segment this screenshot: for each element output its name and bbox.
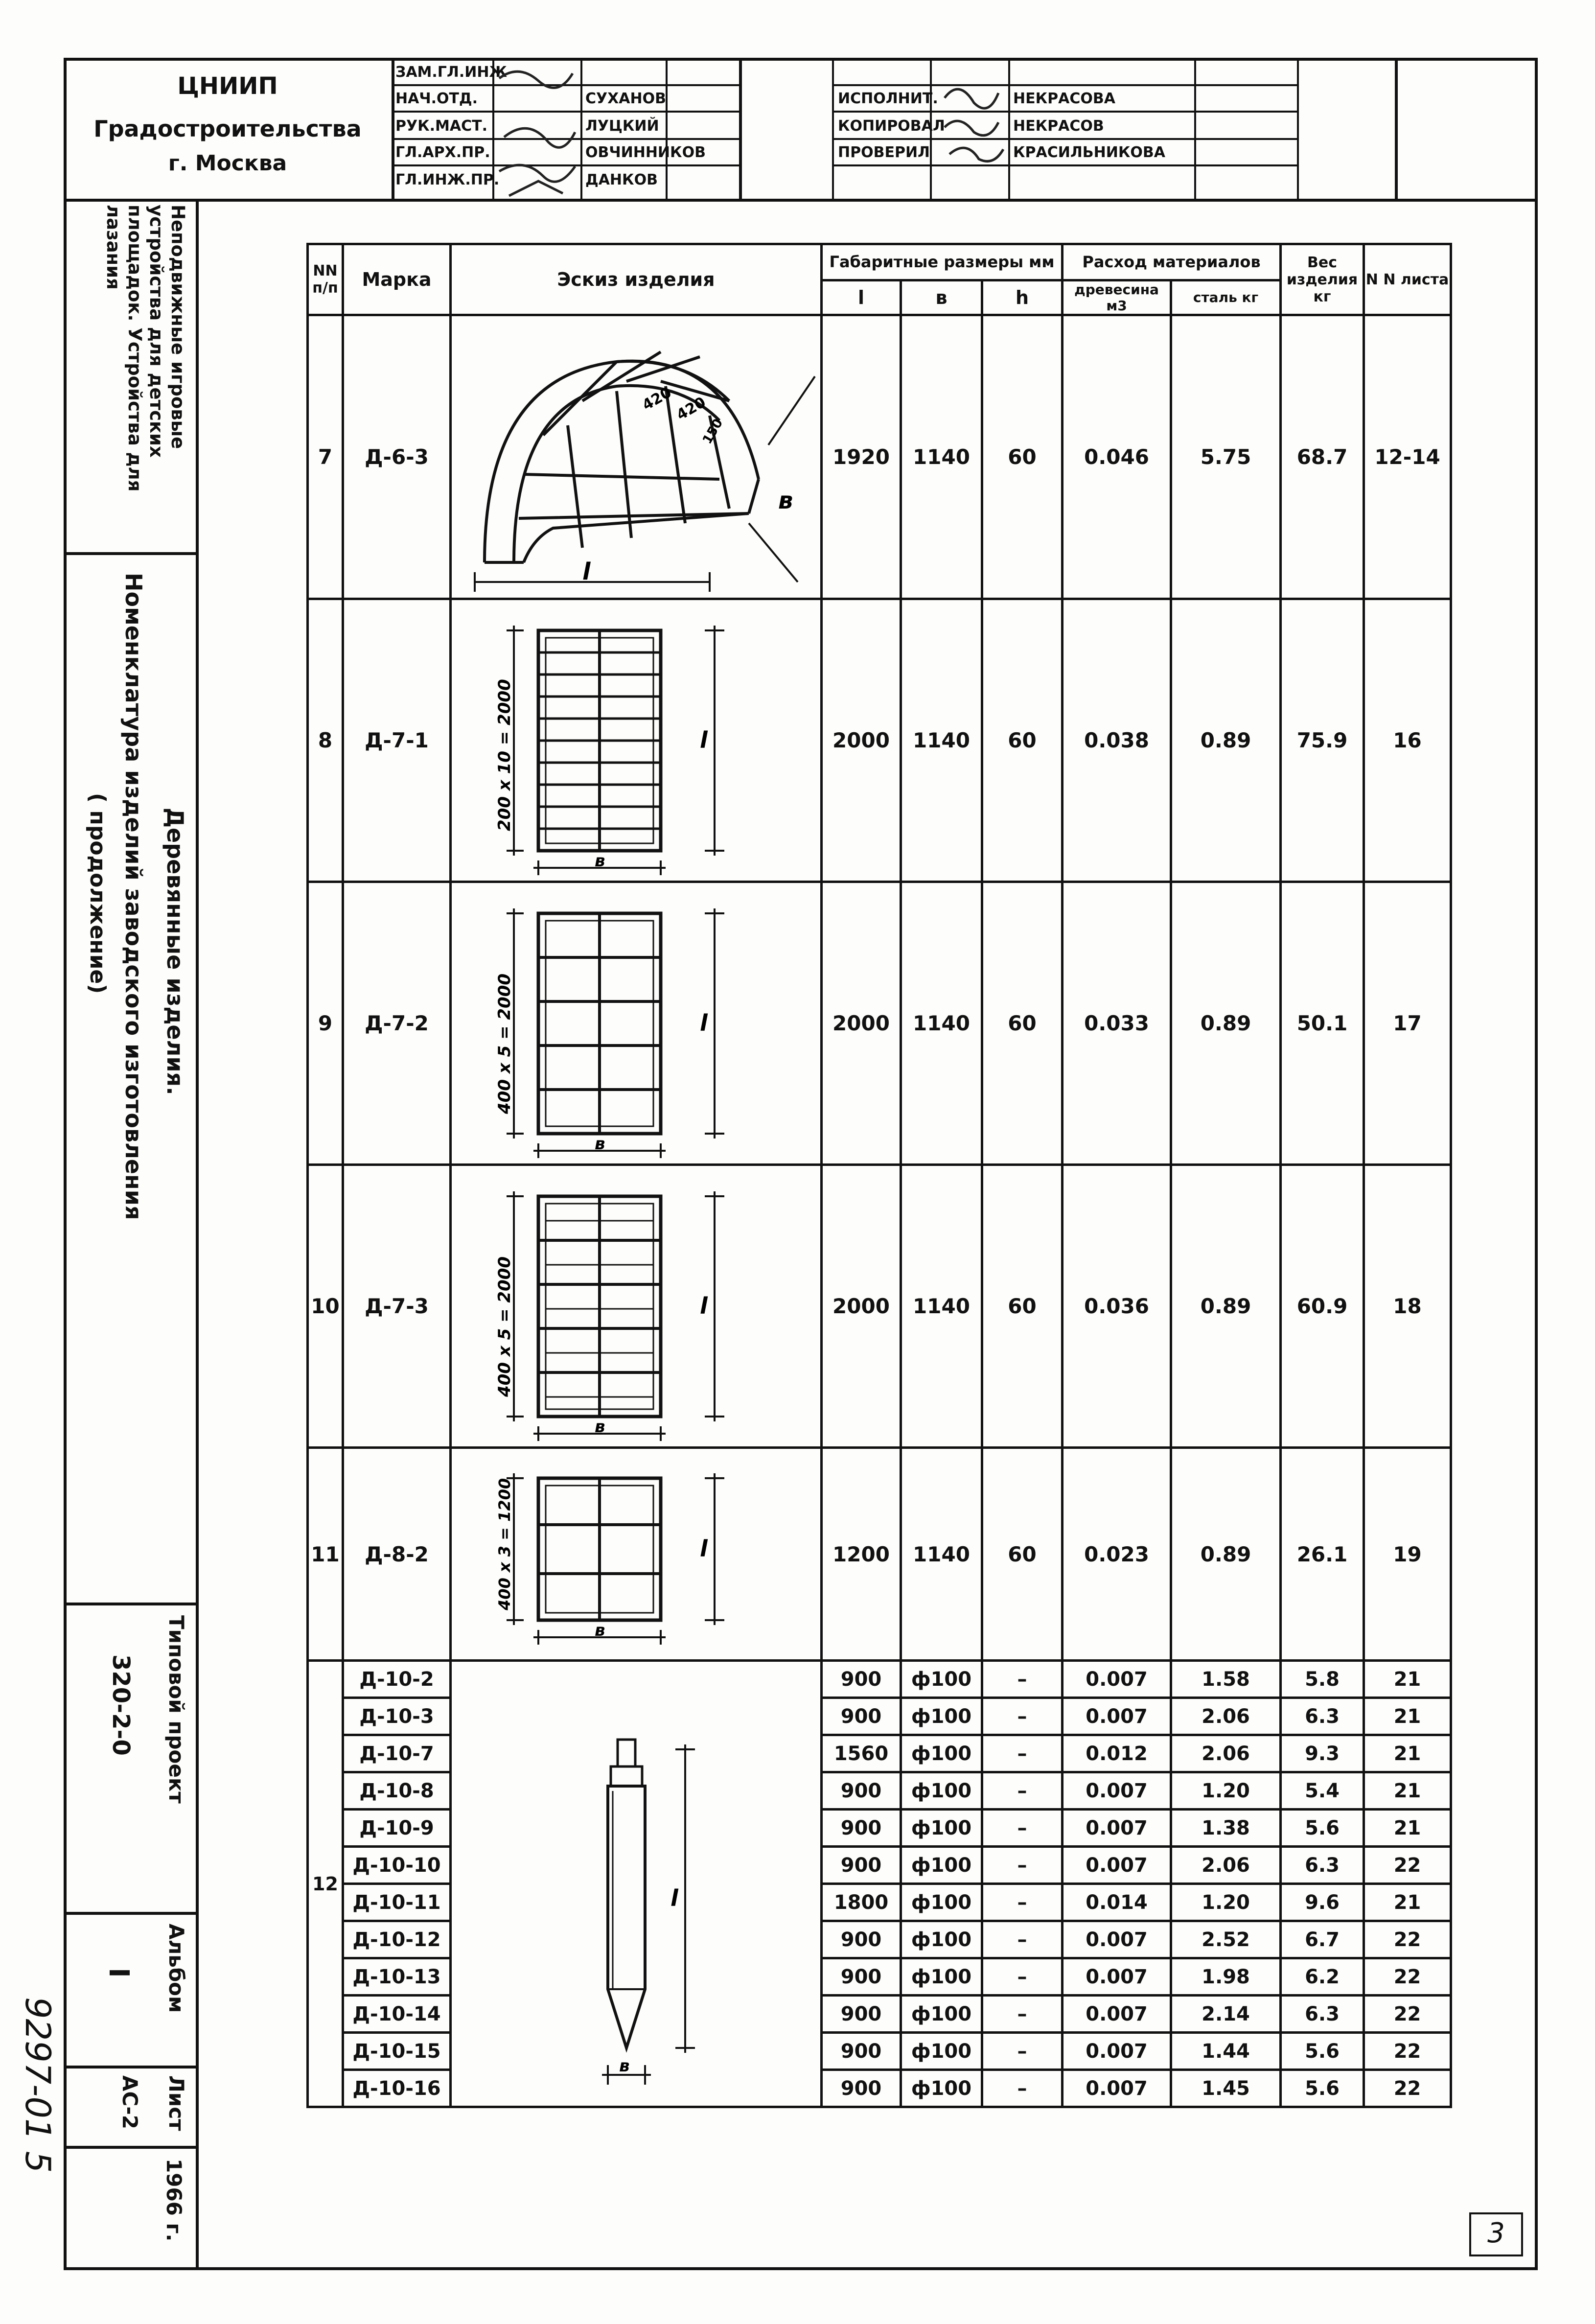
row-l: 900 [822, 1698, 901, 1735]
row-b: 1140 [901, 1165, 982, 1448]
sketch-d10-b: в [619, 2056, 630, 2076]
row-wood: 0.007 [1063, 1847, 1171, 1884]
row-mark: Д-7-2 [343, 882, 451, 1165]
row-steel: 2.14 [1171, 1996, 1281, 2033]
row-steel: 1.45 [1171, 2070, 1281, 2107]
sketch-cell [451, 1448, 822, 1661]
doc-title-line3: ( продолжение) [85, 793, 110, 994]
row-l: 900 [822, 1921, 901, 1958]
sketch-d82-panel [455, 1449, 817, 1654]
row-mark: Д-10-9 [343, 1810, 451, 1847]
header-num: NN п/п [308, 244, 343, 315]
row-weight: 5.8 [1281, 1661, 1364, 1698]
row-l: 900 [822, 1996, 901, 2033]
row-mark: Д-10-14 [343, 1996, 451, 2033]
row-sheet: 22 [1364, 1996, 1451, 2033]
sketch-cell [451, 315, 822, 599]
row-b: 1140 [901, 599, 982, 882]
row-b: ф100 [901, 2070, 982, 2107]
row-b: ф100 [901, 1958, 982, 1996]
role-right-2: ИСПОЛНИТ. [838, 90, 938, 107]
row-weight: 5.6 [1281, 2070, 1364, 2107]
row-h: – [982, 2070, 1063, 2107]
row-b: ф100 [901, 1810, 982, 1847]
row-steel: 1.20 [1171, 1772, 1281, 1810]
sketch-d82-b: в [594, 1621, 605, 1640]
row-steel: 0.89 [1171, 599, 1281, 882]
header-dim-l: l [822, 280, 901, 315]
row-num: 8 [308, 599, 343, 882]
row-b: ф100 [901, 1884, 982, 1921]
row-mark: Д-10-12 [343, 1921, 451, 1958]
header-mark: Марка [343, 244, 451, 315]
row-num: 7 [308, 315, 343, 599]
row-b: ф100 [901, 1772, 982, 1810]
name-left-4: ОВЧИННИКОВ [585, 144, 706, 161]
row-weight: 5.4 [1281, 1772, 1364, 1810]
sketch-d71-l: l [699, 726, 708, 753]
sheet-value: АС-2 [118, 2075, 142, 2129]
row-steel: 0.89 [1171, 1165, 1281, 1448]
row-h: – [982, 1921, 1063, 1958]
row-weight: 9.6 [1281, 1884, 1364, 1921]
header-dim-h: h [982, 280, 1063, 315]
row-weight: 5.6 [1281, 1810, 1364, 1847]
margin-note: 9297-01 5 [18, 1997, 58, 2173]
row-num: 11 [308, 1448, 343, 1661]
page-number: 3 [1487, 2217, 1505, 2249]
row-mark: Д-10-8 [343, 1772, 451, 1810]
row-mark: Д-10-13 [343, 1958, 451, 1996]
row-weight: 75.9 [1281, 599, 1364, 882]
row-sheet: 22 [1364, 1921, 1451, 1958]
row-sheet: 22 [1364, 2070, 1451, 2107]
project-label: Типовой проект [164, 1615, 188, 1804]
row-l: 900 [822, 1958, 901, 1996]
sketch-d72-l: l [699, 1009, 708, 1036]
project-number: 320-2-0 [107, 1654, 135, 1756]
table-row [308, 1448, 1451, 1661]
row-weight: 68.7 [1281, 315, 1364, 599]
org-sub: Градостроительства [93, 116, 362, 142]
row-num: 10 [308, 1165, 343, 1448]
row-l: 1800 [822, 1884, 901, 1921]
sketch-d71-panel [455, 601, 817, 875]
row-h: – [982, 1661, 1063, 1698]
header-steel: сталь кг [1171, 280, 1281, 315]
row-mark: Д-10-16 [343, 2070, 451, 2107]
row-wood: 0.023 [1063, 1448, 1171, 1661]
row-weight: 6.2 [1281, 1958, 1364, 1996]
sketch-d63-dim2: 420 [673, 393, 709, 424]
sketch-cell [451, 1165, 822, 1448]
nomenclature-table [306, 243, 1452, 2108]
sketch-d10-l: l [670, 1884, 678, 1911]
row-wood: 0.007 [1063, 1810, 1171, 1847]
sketch-cell [451, 882, 822, 1165]
group-num: 12 [308, 1661, 343, 2107]
row-wood: 0.007 [1063, 1772, 1171, 1810]
sketch-d63-arch [455, 318, 817, 592]
row-l: 900 [822, 1810, 901, 1847]
row-weight: 6.7 [1281, 1921, 1364, 1958]
sketch-d82-dim: 400 х 3 = 1200 [495, 1478, 514, 1610]
sketch-d63-l: l [582, 558, 590, 585]
row-sheet: 21 [1364, 1735, 1451, 1772]
sketch-d72-panel [455, 884, 817, 1158]
row-steel: 1.98 [1171, 1958, 1281, 1996]
table-row [308, 1165, 1451, 1448]
row-wood: 0.014 [1063, 1884, 1171, 1921]
row-b: 1140 [901, 882, 982, 1165]
row-sheet: 16 [1364, 599, 1451, 882]
row-weight: 50.1 [1281, 882, 1364, 1165]
name-right-2: НЕКРАСОВА [1013, 90, 1115, 107]
table-row [308, 1661, 1451, 1698]
sketch-d71-dim: 200 х 10 = 2000 [494, 678, 514, 831]
row-steel: 1.44 [1171, 2033, 1281, 2070]
row-l: 1560 [822, 1735, 901, 1772]
sketch-d72-b: в [594, 1134, 605, 1154]
row-wood: 0.007 [1063, 1698, 1171, 1735]
org-name: ЦНИИП [177, 72, 278, 100]
row-sheet: 21 [1364, 1661, 1451, 1698]
sketch-cell [451, 1661, 822, 2107]
name-right-4: КРАСИЛЬНИКОВА [1013, 144, 1165, 161]
row-sheet: 12-14 [1364, 315, 1451, 599]
row-mark: Д-10-11 [343, 1884, 451, 1921]
sketch-d73-dim: 400 х 5 = 2000 [494, 1256, 514, 1397]
row-h: – [982, 1884, 1063, 1921]
row-weight: 9.3 [1281, 1735, 1364, 1772]
table-row [308, 315, 1451, 599]
row-steel: 0.89 [1171, 882, 1281, 1165]
table-row [308, 882, 1451, 1165]
row-weight: 26.1 [1281, 1448, 1364, 1661]
row-steel: 2.52 [1171, 1921, 1281, 1958]
sketch-d73-b: в [594, 1417, 605, 1437]
row-b: ф100 [901, 1698, 982, 1735]
doc-title-line2: Номенклатура изделий заводского изготовления [120, 573, 147, 1220]
row-wood: 0.007 [1063, 2033, 1171, 2070]
sketch-d73-l: l [699, 1292, 708, 1319]
row-h: – [982, 1810, 1063, 1847]
header-dims: Габаритные размеры мм [822, 244, 1063, 280]
row-mark: Д-7-1 [343, 599, 451, 882]
row-b: 1140 [901, 315, 982, 599]
sketch-d82-l: l [699, 1535, 708, 1562]
sheet-label: Лист [164, 2075, 188, 2131]
name-left-3: ЛУЦКИЙ [585, 117, 659, 135]
row-wood: 0.007 [1063, 2070, 1171, 2107]
row-steel: 0.89 [1171, 1448, 1281, 1661]
row-steel: 2.06 [1171, 1698, 1281, 1735]
row-h: 60 [982, 1448, 1063, 1661]
album-value: I [103, 1968, 135, 1978]
row-l: 900 [822, 2070, 901, 2107]
row-wood: 0.033 [1063, 882, 1171, 1165]
row-l: 1920 [822, 315, 901, 599]
role-left-1: ЗАМ.ГЛ.ИНЖ [395, 64, 508, 81]
sketch-cell [451, 599, 822, 882]
row-wood: 0.038 [1063, 599, 1171, 882]
row-steel: 2.06 [1171, 1735, 1281, 1772]
row-wood: 0.046 [1063, 315, 1171, 599]
row-wood: 0.007 [1063, 1958, 1171, 1996]
row-mark: Д-10-7 [343, 1735, 451, 1772]
row-h: – [982, 2033, 1063, 2070]
row-wood: 0.036 [1063, 1165, 1171, 1448]
row-b: ф100 [901, 1661, 982, 1698]
name-left-2: СУХАНОВ [585, 90, 666, 107]
row-b: ф100 [901, 1996, 982, 2033]
row-weight: 60.9 [1281, 1165, 1364, 1448]
row-h: 60 [982, 882, 1063, 1165]
sketch-d63-dim1: 420 [639, 383, 674, 414]
album-label: Альбом [164, 1924, 188, 2013]
row-l: 900 [822, 1847, 901, 1884]
row-weight: 6.3 [1281, 1996, 1364, 2033]
org-city: г. Москва [168, 151, 287, 176]
row-weight: 6.3 [1281, 1698, 1364, 1735]
row-b: ф100 [901, 1735, 982, 1772]
table-row [308, 599, 1451, 882]
row-mark: Д-10-10 [343, 1847, 451, 1884]
row-sheet: 21 [1364, 1810, 1451, 1847]
role-right-3: КОПИРОВАЛ [838, 117, 945, 135]
header-materials: Расход материалов [1063, 244, 1281, 280]
signature-scribbles [489, 59, 1175, 201]
row-h: – [982, 1698, 1063, 1735]
sketch-d63-b: в [778, 487, 793, 514]
sketch-d72-dim: 400 х 5 = 2000 [494, 973, 514, 1114]
row-l: 1200 [822, 1448, 901, 1661]
sketch-d73-panel [455, 1167, 817, 1441]
row-mark: Д-8-2 [343, 1448, 451, 1661]
row-b: ф100 [901, 1921, 982, 1958]
name-left-5: ДАНКОВ [585, 171, 658, 188]
row-sheet: 21 [1364, 1772, 1451, 1810]
row-l: 900 [822, 2033, 901, 2070]
row-steel: 2.06 [1171, 1847, 1281, 1884]
section-title: Неподвижные игровые устройства для детских площадок. Устройства для лазания [103, 205, 188, 492]
row-sheet: 17 [1364, 882, 1451, 1165]
row-weight: 6.3 [1281, 1847, 1364, 1884]
row-mark: Д-6-3 [343, 315, 451, 599]
name-right-3: НЕКРАСОВ [1013, 117, 1104, 135]
row-h: – [982, 1847, 1063, 1884]
row-steel: 1.20 [1171, 1884, 1281, 1921]
row-l: 2000 [822, 882, 901, 1165]
role-left-2: НАЧ.ОТД. [395, 90, 478, 107]
row-steel: 1.58 [1171, 1661, 1281, 1698]
row-sheet: 19 [1364, 1448, 1451, 1661]
row-sheet: 21 [1364, 1698, 1451, 1735]
row-b: ф100 [901, 2033, 982, 2070]
row-sheet: 22 [1364, 1847, 1451, 1884]
role-left-5: ГЛ.ИНЖ.ПР. [395, 171, 500, 188]
row-sheet: 21 [1364, 1884, 1451, 1921]
row-h: – [982, 1735, 1063, 1772]
role-right-4: ПРОВЕРИЛ [838, 144, 930, 161]
role-left-3: РУК.МАСТ. [395, 117, 487, 135]
sketch-d63-dim3: 150 [699, 416, 726, 446]
row-h: – [982, 1958, 1063, 1996]
row-wood: 0.012 [1063, 1735, 1171, 1772]
row-l: 2000 [822, 599, 901, 882]
row-mark: Д-10-15 [343, 2033, 451, 2070]
row-b: ф100 [901, 1847, 982, 1884]
header-sheet: N N листа [1364, 244, 1451, 315]
row-l: 2000 [822, 1165, 901, 1448]
role-left-4: ГЛ.АРХ.ПР. [395, 144, 490, 161]
row-sheet: 18 [1364, 1165, 1451, 1448]
row-l: 900 [822, 1772, 901, 1810]
header-sketch: Эскиз изделия [451, 244, 822, 315]
row-steel: 5.75 [1171, 315, 1281, 599]
row-h: 60 [982, 1165, 1063, 1448]
row-b: 1140 [901, 1448, 982, 1661]
header-wood: древесина м3 [1063, 280, 1171, 315]
row-mark: Д-10-2 [343, 1661, 451, 1698]
row-wood: 0.007 [1063, 1996, 1171, 2033]
row-mark: Д-10-3 [343, 1698, 451, 1735]
sketch-d71-b: в [594, 851, 605, 871]
row-num: 9 [308, 882, 343, 1165]
row-l: 900 [822, 1661, 901, 1698]
row-h: 60 [982, 315, 1063, 599]
row-wood: 0.007 [1063, 1661, 1171, 1698]
year-label: 1966 г. [162, 2159, 186, 2242]
sketch-d10-post [455, 1676, 817, 2087]
row-wood: 0.007 [1063, 1921, 1171, 1958]
row-mark: Д-7-3 [343, 1165, 451, 1448]
row-sheet: 22 [1364, 2033, 1451, 2070]
row-h: 60 [982, 599, 1063, 882]
row-h: – [982, 1772, 1063, 1810]
header-dim-b: в [901, 280, 982, 315]
row-steel: 1.38 [1171, 1810, 1281, 1847]
doc-title-line1: Деревянные изделия. [162, 808, 188, 1095]
row-weight: 5.6 [1281, 2033, 1364, 2070]
header-weight: Вес изделия кг [1281, 244, 1364, 315]
row-h: – [982, 1996, 1063, 2033]
row-sheet: 22 [1364, 1958, 1451, 1996]
